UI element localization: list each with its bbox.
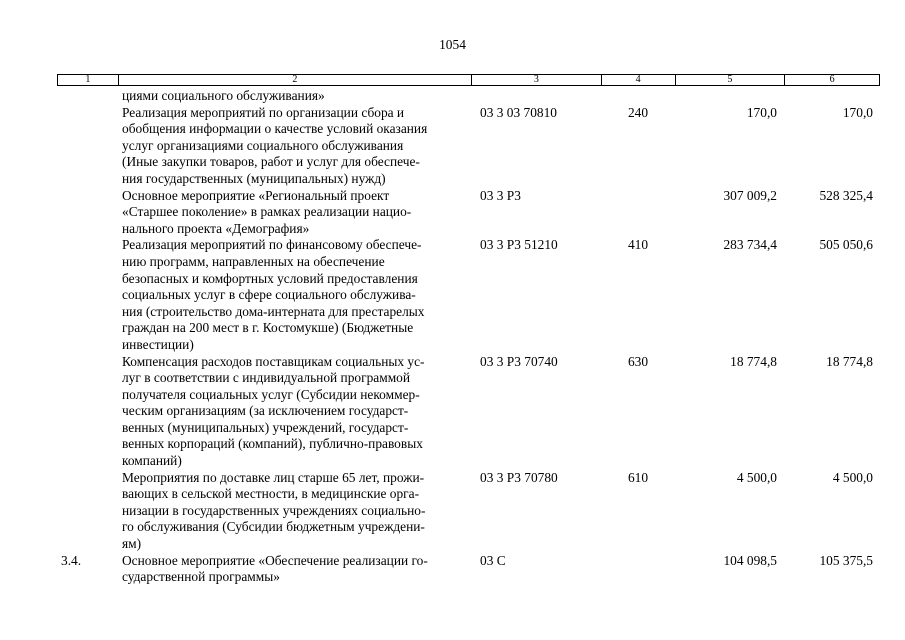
- row-amount-2: 105 375,5: [819, 552, 873, 568]
- row-amount-1: 283 734,4: [723, 237, 777, 253]
- row-expense-type: 240: [627, 104, 649, 120]
- row-budget-code: 03 3 03 70810: [480, 104, 557, 120]
- column-header-6: 6: [784, 75, 879, 85]
- table-row: [57, 470, 880, 553]
- row-number: [57, 470, 117, 553]
- column-header-3: 3: [471, 75, 601, 85]
- row-expense-type: 610: [627, 469, 649, 485]
- column-header-4: 4: [601, 75, 675, 85]
- budget-table-body: [57, 88, 880, 586]
- row-expense-type: 630: [627, 353, 649, 369]
- row-amount-2: [785, 88, 880, 105]
- row-number: [57, 237, 117, 353]
- row-number: 3.4.: [61, 552, 82, 568]
- row-amount-2: 4 500,0: [832, 469, 873, 485]
- table-row: [57, 105, 880, 188]
- row-number: [57, 354, 117, 470]
- column-header-1: 1: [85, 74, 91, 85]
- row-budget-code: 03 С: [480, 552, 506, 568]
- row-budget-code: [471, 88, 601, 105]
- row-description: Основное мероприятие «Обеспечение реализации го- сударственной программы»: [122, 552, 428, 585]
- row-number: [57, 105, 117, 188]
- table-row: [57, 88, 880, 105]
- row-expense-type: [601, 188, 675, 238]
- row-budget-code: 03 3 P3 70780: [480, 469, 558, 485]
- row-budget-code: 03 3 P3 51210: [480, 237, 558, 253]
- row-budget-code: 03 3 P3: [480, 187, 521, 203]
- row-description: Основное мероприятие «Региональный проект «Старшее поколение» в рамках реализации нацио- нального проекта «Демография»: [122, 187, 412, 236]
- row-number: [57, 88, 117, 105]
- row-description: Реализация мероприятий по организации сбора и обобщения информации о качестве условий оказания услуг организациями социального обслуживания (Иные закупки товаров, работ и услуг для обеспече- ния государственных (муниципальных) нужд): [122, 104, 428, 186]
- row-description: Компенсация расходов поставщикам социальных ус- луг в соответствии с индивидуальной программой получателя социальных услуг (Субсидии некоммер- ческим организациям (за исключением государст- венных (муниципальных) учреждений, государст- венных корпораций (компаний), публично-правовых компаний): [122, 353, 425, 469]
- row-amount-2: 170,0: [842, 104, 873, 120]
- table-row: [57, 553, 880, 586]
- row-amount-1: 18 774,8: [730, 353, 777, 369]
- column-header-5: 5: [675, 75, 785, 85]
- row-description: циями социального обслуживания»: [122, 88, 325, 103]
- row-amount-2: 505 050,6: [819, 237, 873, 253]
- page-number: 1054: [439, 37, 466, 52]
- row-number: [57, 188, 117, 238]
- row-amount-1: 307 009,2: [723, 187, 777, 203]
- table-row: [57, 237, 880, 353]
- row-budget-code: 03 3 P3 70740: [480, 353, 558, 369]
- table-row: [57, 354, 880, 470]
- row-amount-2: 18 774,8: [826, 353, 873, 369]
- column-header-row: [57, 74, 880, 86]
- row-amount-1: 170,0: [746, 104, 777, 120]
- row-amount-1: 104 098,5: [723, 552, 777, 568]
- row-amount-2: 528 325,4: [819, 187, 873, 203]
- row-expense-type: 410: [627, 237, 649, 253]
- row-expense-type: [601, 553, 675, 586]
- table-row: [57, 188, 880, 238]
- row-amount-1: 4 500,0: [736, 469, 777, 485]
- row-amount-1: [675, 88, 785, 105]
- column-header-2: 2: [118, 75, 471, 85]
- row-description: Реализация мероприятий по финансовому обеспече- нию программ, направленных на обеспечение безопасных и комфортных условий предоставления социальных услуг в сфере социального обслужива- ния (строительство дома-интерната для престарелых граждан на 200 мест в г. Костомукше) (Бюджетные инвестиции): [122, 237, 425, 352]
- row-expense-type: [601, 88, 675, 105]
- row-description: Мероприятия по доставке лиц старше 65 лет, прожи- вающих в сельской местности, в медицинские орга- низации в государственных учреждениях социально- го обслуживания (Субсидии бюджетным учреждени- ям): [122, 469, 426, 552]
